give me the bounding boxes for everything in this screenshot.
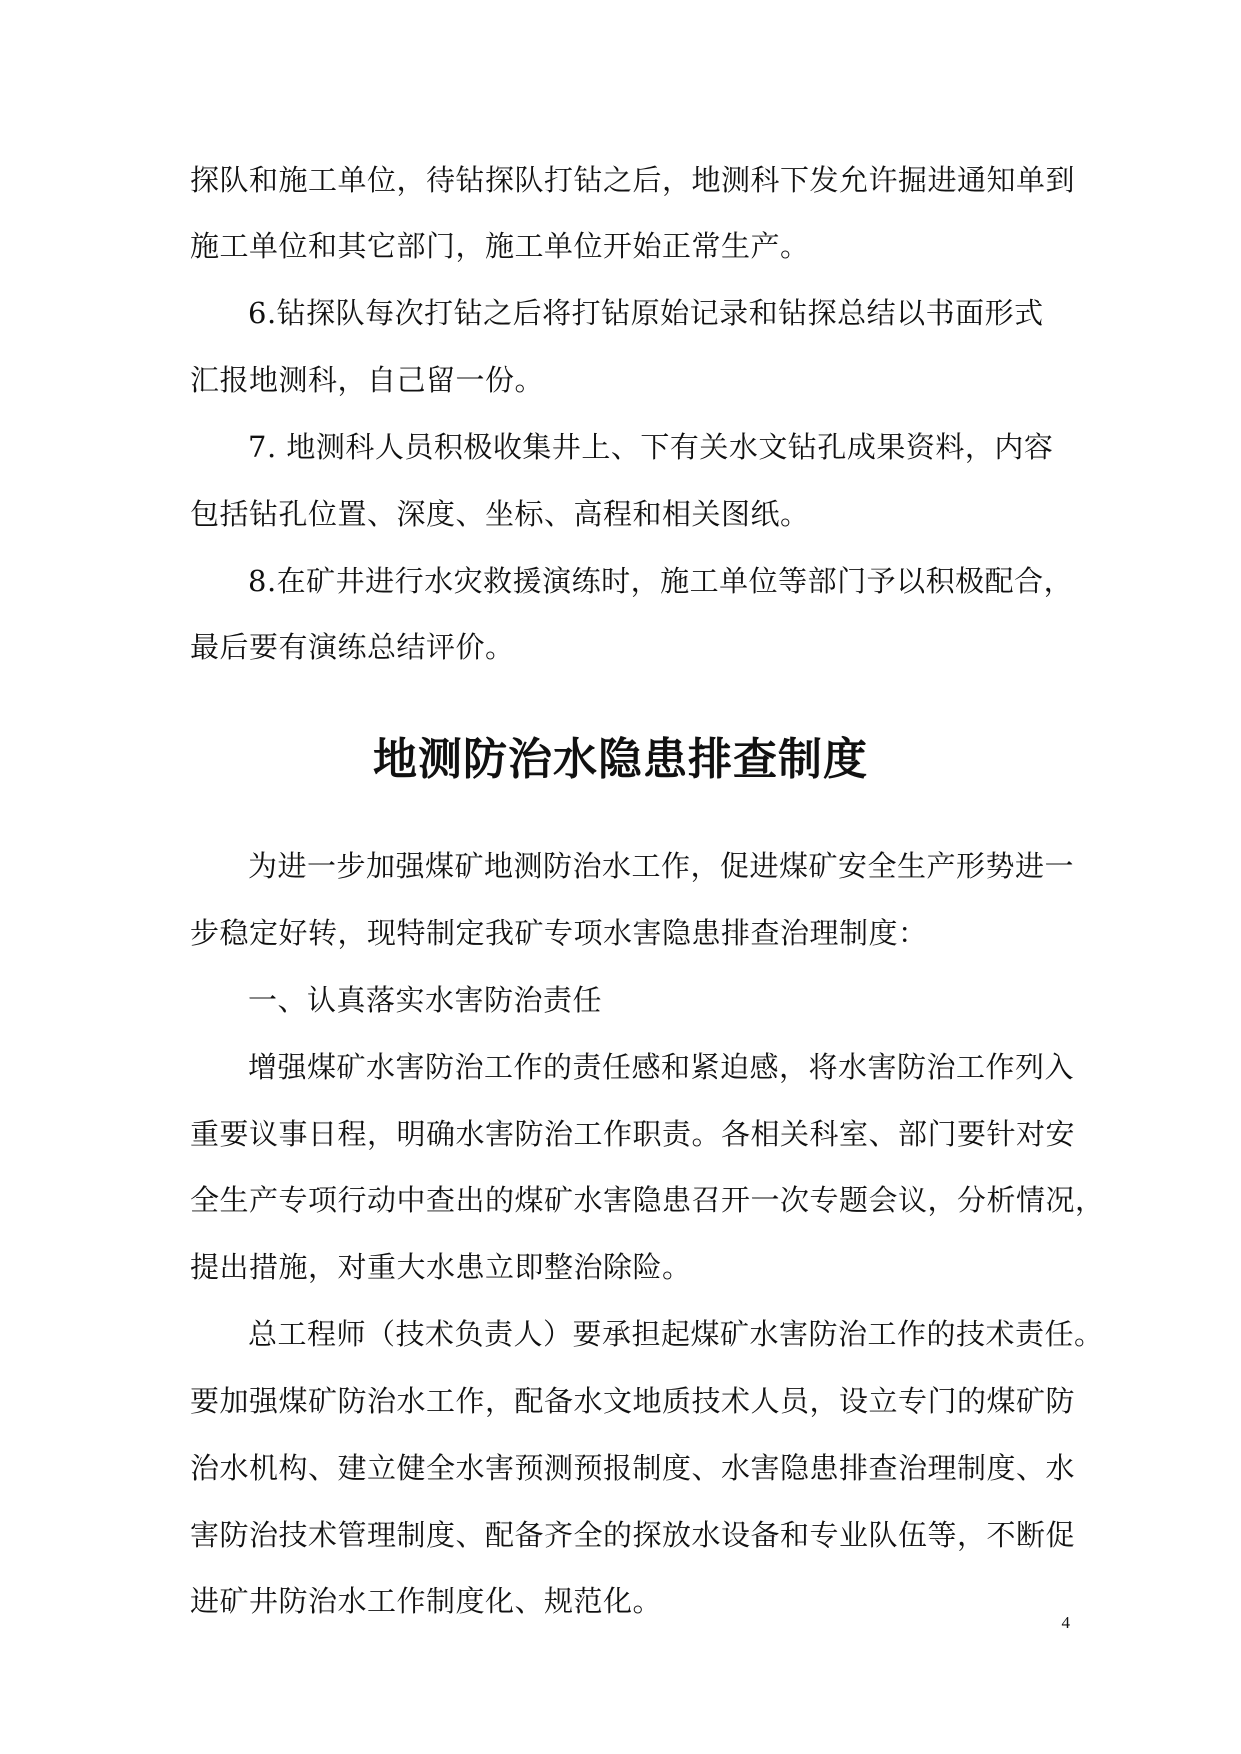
paragraph-line: 汇报地测科，自己留一份。 xyxy=(190,363,545,397)
paragraph-line: 施工单位和其它部门，施工单位开始正常生产。 xyxy=(190,229,810,263)
paragraph-line: 提出措施，对重大水患立即整治除险。 xyxy=(190,1250,692,1284)
paragraph-line: 全生产专项行动中查出的煤矿水害隐患召开一次专题会议，分析情况， xyxy=(190,1183,1105,1217)
paragraph-line: 害防治技术管理制度、配备齐全的探放水设备和专业队伍等，不断促 xyxy=(190,1518,1076,1552)
paragraph-line: 包括钻孔位置、深度、坐标、高程和相关图纸。 xyxy=(190,497,810,531)
paragraph-line: 进矿井防治水工作制度化、规范化。 xyxy=(190,1584,663,1618)
paragraph-line: 8.在矿井进行水灾救援演练时，施工单位等部门予以积极配合， xyxy=(248,564,1074,598)
paragraph-line: 步稳定好转，现特制定我矿专项水害隐患排查治理制度： xyxy=(190,916,928,950)
paragraph-line: 要加强煤矿防治水工作，配备水文地质技术人员，设立专门的煤矿防 xyxy=(190,1384,1076,1418)
paragraph-line: 重要议事日程，明确水害防治工作职责。各相关科室、部门要针对安 xyxy=(190,1117,1076,1151)
paragraph-line: 6.钻探队每次打钻之后将打钻原始记录和钻探总结以书面形式 xyxy=(248,296,1044,330)
paragraph-line: 最后要有演练总结评价。 xyxy=(190,630,515,664)
section-title: 地测防治水隐患排查制度 xyxy=(373,734,868,785)
paragraph-line: 一、认真落实水害防治责任 xyxy=(248,983,603,1017)
page-number: 4 xyxy=(1061,1613,1070,1632)
paragraph-line: 治水机构、建立健全水害预测预报制度、水害隐患排查治理制度、水 xyxy=(190,1451,1076,1485)
paragraph-line: 总工程师（技术负责人）要承担起煤矿水害防治工作的技术责任。 xyxy=(248,1317,1104,1351)
paragraph-line: 7. 地测科人员积极收集井上、下有关水文钻孔成果资料，内容 xyxy=(248,430,1054,464)
paragraph-line: 探队和施工单位，待钻探队打钻之后，地测科下发允许掘进通知单到 xyxy=(190,163,1076,197)
paragraph-line: 增强煤矿水害防治工作的责任感和紧迫感，将水害防治工作列入 xyxy=(248,1050,1075,1084)
paragraph-line: 为进一步加强煤矿地测防治水工作，促进煤矿安全生产形势进一 xyxy=(248,849,1075,883)
